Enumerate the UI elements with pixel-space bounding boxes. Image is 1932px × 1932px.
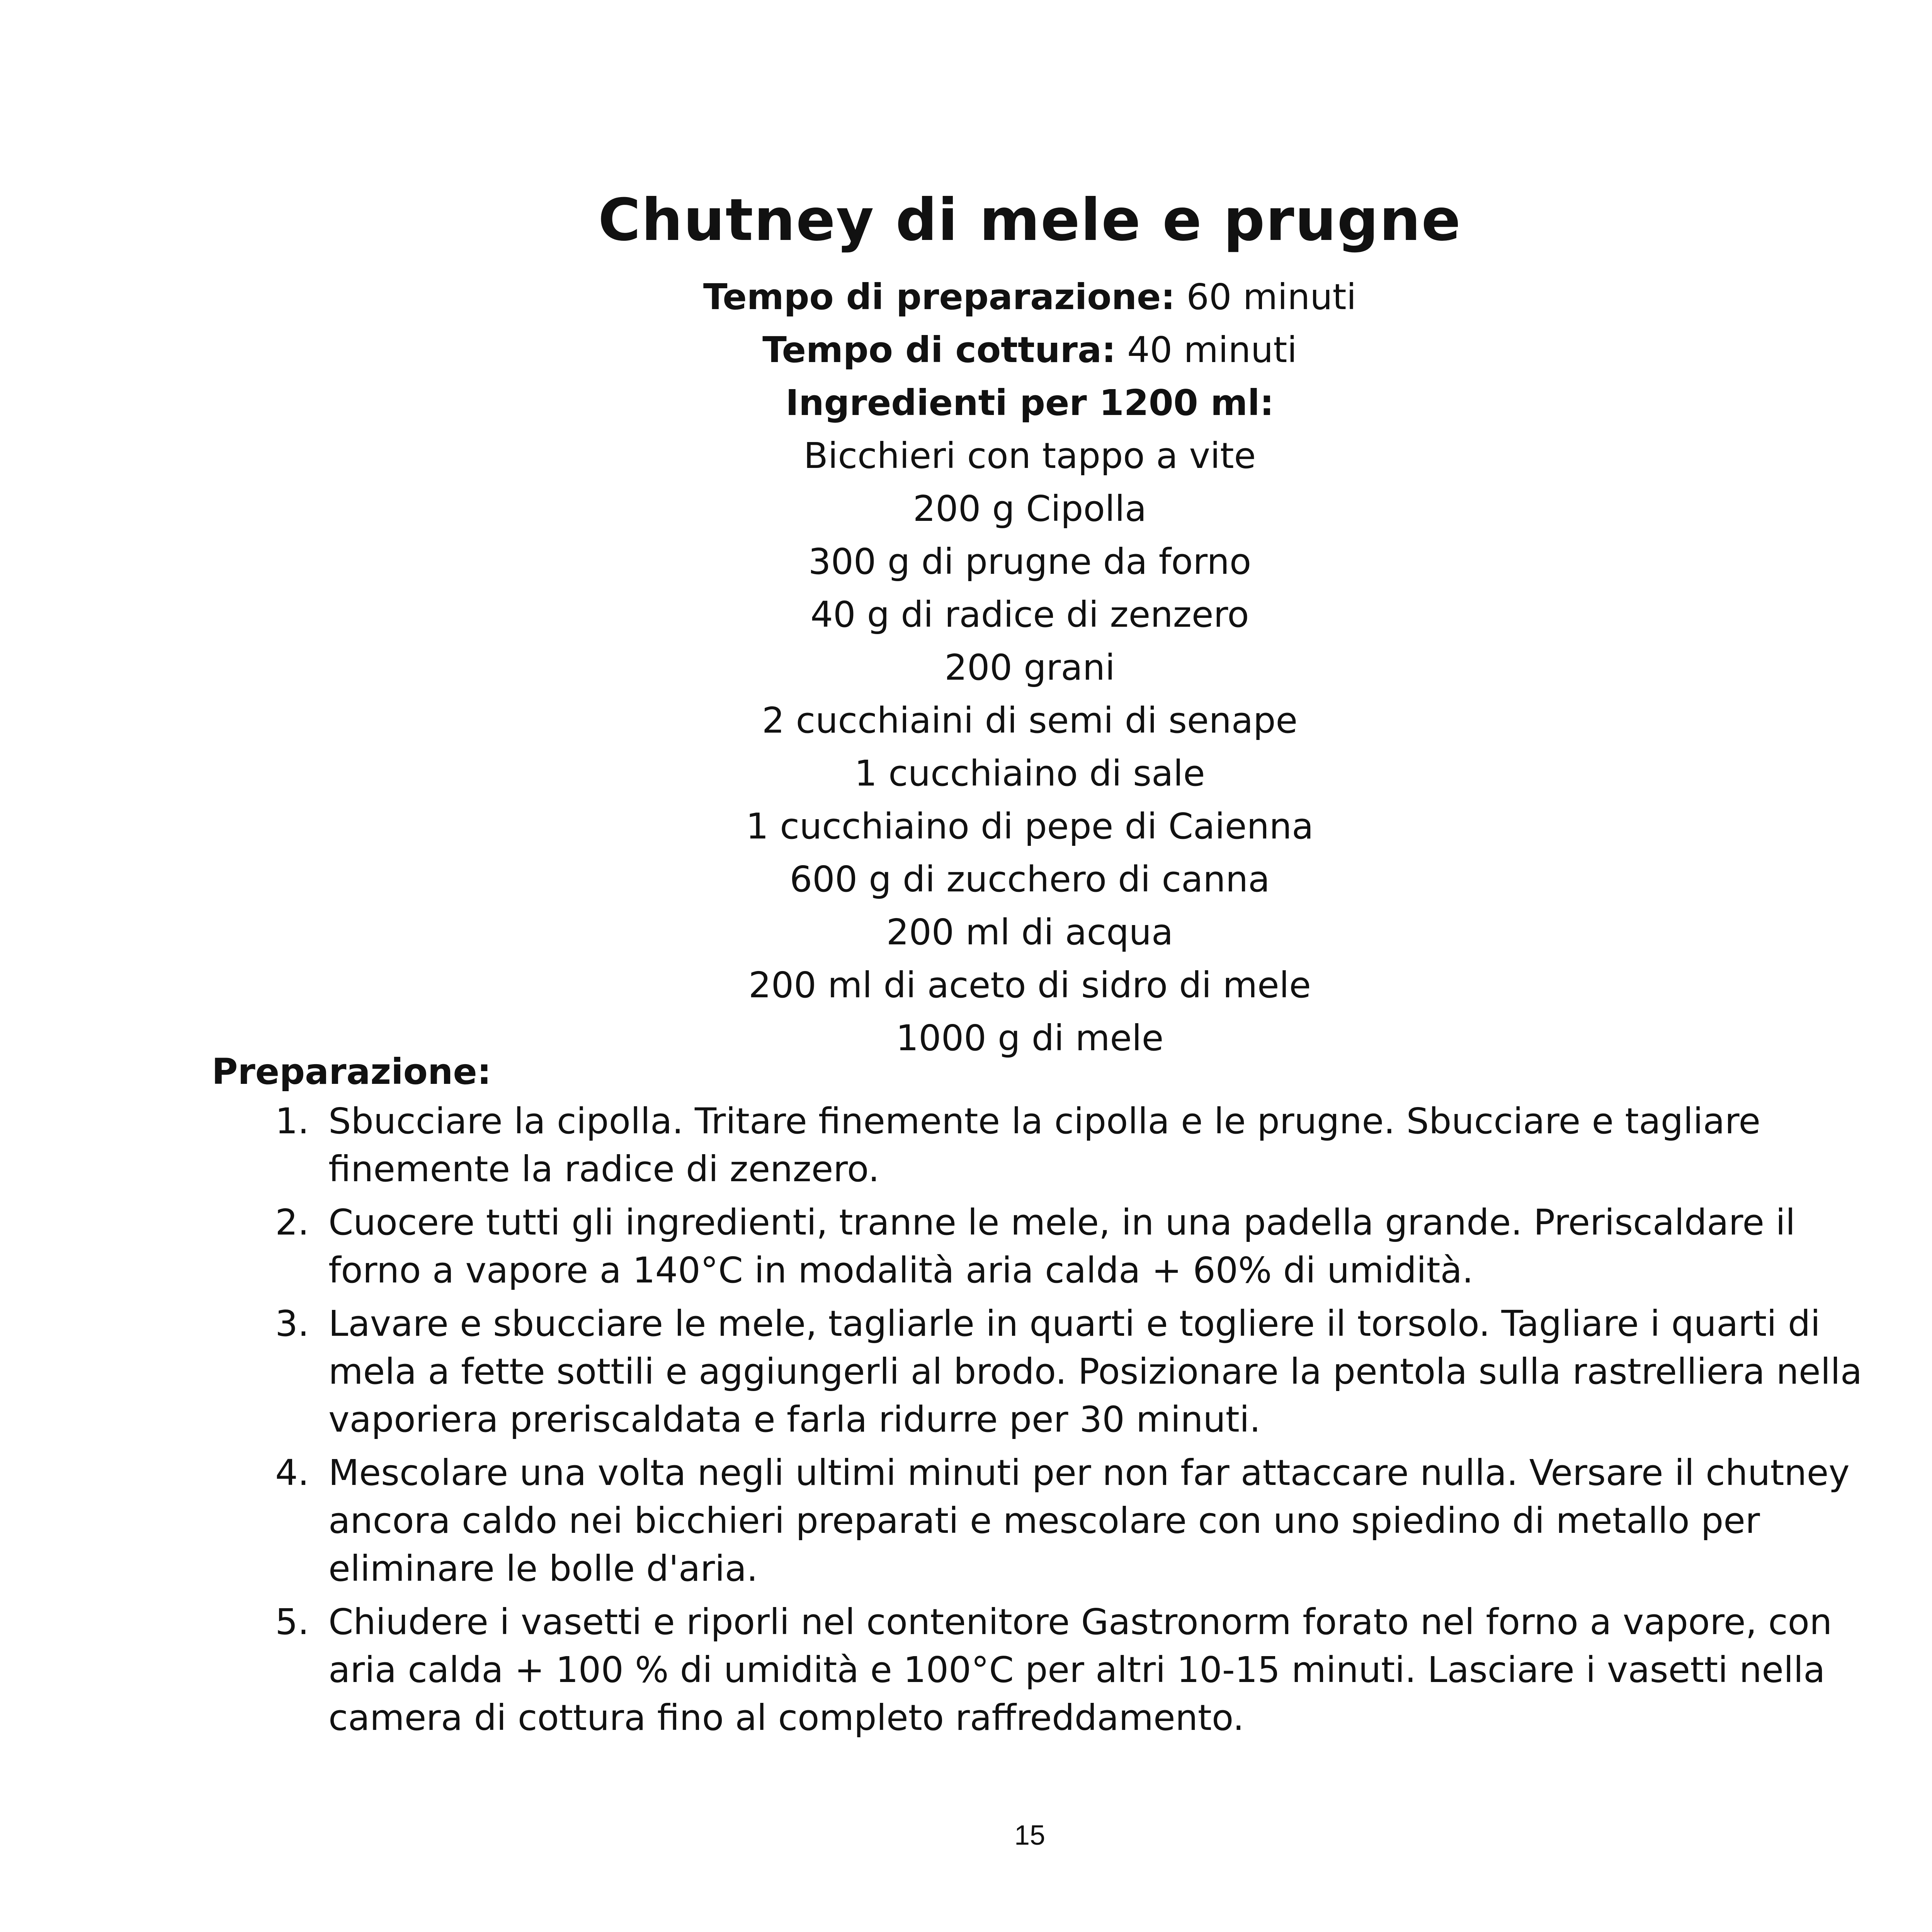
cook-time-label: Tempo di cottura: xyxy=(762,329,1116,371)
step-number: 1. xyxy=(275,1100,309,1142)
ingredient-item: 200 grani xyxy=(944,647,1115,688)
ingredient-item: 2 cucchiaini di semi di senape xyxy=(762,700,1298,741)
ingredient-item: 200 ml di aceto di sidro di mele xyxy=(748,964,1311,1006)
ingredient-item: 1 cucchiaino di pepe di Caienna xyxy=(746,806,1314,847)
step-number: 2. xyxy=(275,1202,309,1243)
preparation-heading: Preparazione: xyxy=(212,1051,492,1092)
ingredient-item: 300 g di prugne da forno xyxy=(808,541,1252,582)
recipe-title: Chutney di mele e prugne xyxy=(598,187,1462,254)
ingredient-item: 600 g di zucchero di canna xyxy=(789,859,1270,900)
step-text: Chiudere i vasetti e riporli nel contenitore Gastronorm forato nel forno a vapore, con aria calda + 100 % di umidità e 100°C per altri 10-15 minuti. Lasciare i vasetti nella camera di cottura fino al completo raffreddamento. xyxy=(328,1601,1832,1738)
prep-time xyxy=(0,270,1932,323)
preparation-steps xyxy=(267,1097,1870,1747)
step-number: 3. xyxy=(275,1303,309,1344)
step-item xyxy=(267,1097,1870,1193)
cook-time xyxy=(0,323,1932,376)
page-number: 15 xyxy=(1014,1820,1046,1851)
prep-time-value: 60 minuti xyxy=(1186,276,1357,318)
step-item xyxy=(267,1449,1870,1593)
step-text: Cuocere tutti gli ingredienti, tranne le mele, in una padella grande. Preriscaldare il forno a vapore a 140°C in modalità aria calda + 60% di umidità. xyxy=(328,1202,1796,1291)
step-text: Sbucciare la cipolla. Tritare finemente la cipolla e le prugne. Sbucciare e tagliare finemente la radice di zenzero. xyxy=(328,1100,1761,1190)
ingredient-item: 40 g di radice di zenzero xyxy=(810,594,1249,635)
step-number: 4. xyxy=(275,1452,309,1493)
step-number: 5. xyxy=(275,1601,309,1643)
ingredient-item: 1 cucchiaino di sale xyxy=(854,753,1205,794)
prep-time-label: Tempo di preparazione: xyxy=(703,276,1175,318)
ingredient-item: Bicchieri con tappo a vite xyxy=(803,435,1256,476)
ingredient-item: 200 ml di acqua xyxy=(886,912,1173,953)
ingredient-item: 200 g Cipolla xyxy=(913,488,1147,529)
step-item xyxy=(267,1199,1870,1294)
step-item xyxy=(267,1300,1870,1444)
recipe-info xyxy=(0,270,1932,1065)
step-text: Lavare e sbucciare le mele, tagliarle in quarti e togliere il torsolo. Tagliare i quarti di mela a fette sottili e aggiungerli al brodo. Posizionare la pentola sulla rastrelliera nella vaporiera preriscaldata e farla ridurre per 30 minuti. xyxy=(328,1303,1862,1440)
step-item xyxy=(267,1598,1870,1742)
step-text: Mescolare una volta negli ultimi minuti per non far attaccare nulla. Versare il chutney ancora caldo nei bicchieri preparati e mescolare con uno spiedino di metallo per eliminare le bolle d'aria. xyxy=(328,1452,1850,1589)
cook-time-value: 40 minuti xyxy=(1127,329,1297,371)
ingredients-heading: Ingredienti per 1200 ml: xyxy=(785,382,1274,423)
ingredient-item: 1000 g di mele xyxy=(896,1017,1164,1059)
